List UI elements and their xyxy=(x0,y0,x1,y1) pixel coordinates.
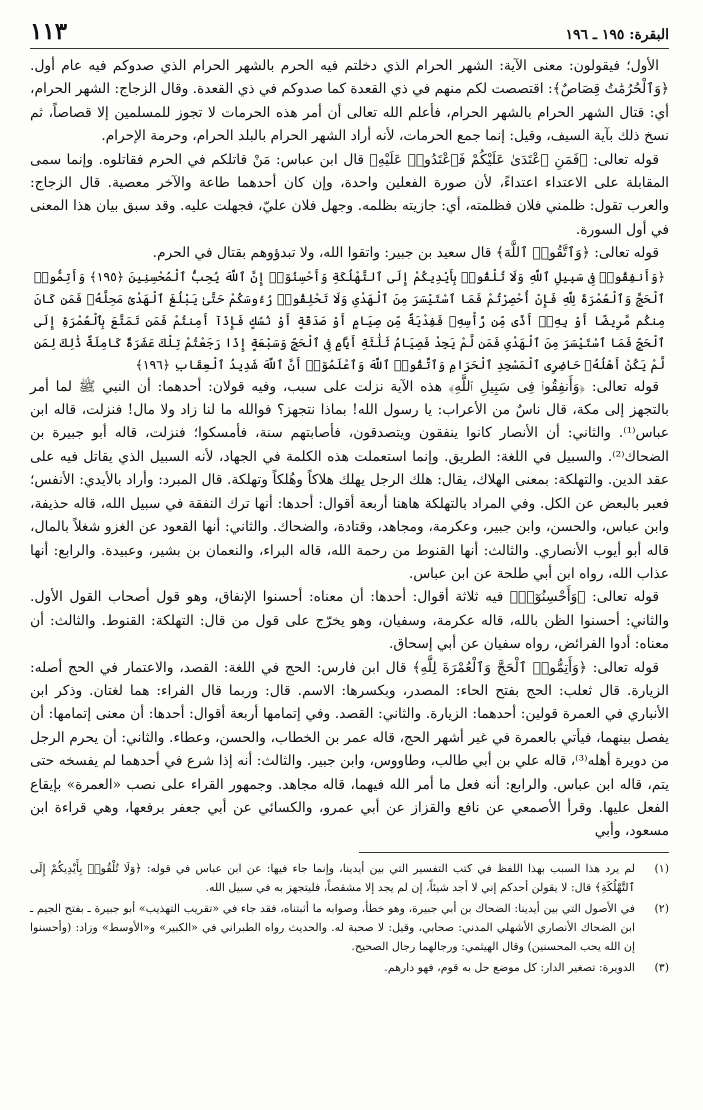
body-paragraph: قوله تعالى: ﴿وَأَنفِقُوا۟ فِى سَبِيلِ ٱللَّهِ﴾ هذه الآية نزلت على سبب، وفيه قولان: أحدهما: أن النبي ﷺ لما أمر بالتجهز إلى مكة، قال ناسٌ من الأعراب: يا رسول الله! بماذا نتجهز؟ فوالله ما لنا زاد ولا مال! فنزلت، قاله ابن عباس⁽¹⁾. والثاني: أن الأنصار كانوا ينفقون ويتصدقون، فأصابتهم سنة، فأمسكوا؛ فنزلت، قاله أبو جبيرة بن الضحاك⁽²⁾. والسبيل في اللغة: الطريق. وإنما استعملت هذه الكلمة في الجهاد، لأنه السبيل الذي يقاتل فيه على عقد الدين. والتهلكة: بمعنى الهلاك، يقال: هلك الرجل يهلك هلاكاً وهُلكاً وتهلكة. قال المبرد: وأراد بالأيدي: الأنفس؛ فعبر بالبعض عن الكل. وفي المراد بالتهلكة هاهنا أربعة أقوال: أحدها: أنها ترك النفقة في سبيل الله، قاله حذيفة، وابن عباس، والحسن، وابن جبير، وعكرمة، ومجاهد، وقتادة، والضحاك. والثاني: أنها القعود عن الغزو شغلاً بالمال، قاله أبو أيوب الأنصاري. والثالث: أنها القنوط من رحمة الله، قاله البراء، والنعمان بن بشير، وعبيدة. والرابع: أنها عذاب الله، رواه ابن أبي طلحة عن ابن عباس. xyxy=(30,378,669,582)
quran-verse-block: ﴿وَأَنفِقُوا۟ فِى سَبِيلِ ٱللَّهِ وَلَا تُلْقُوا۟ بِأَيْدِيكُمْ إِلَى ٱلتَّهْلُكَةِ وَأَحْسِنُوٓا۟ إِنَّ ٱللَّهَ يُحِبُّ ٱلْمُحْسِنِينَ ﴿١٩٥﴾ وَأَتِمُّوا۟ ٱلْحَجَّ وَٱلْعُمْرَةَ لِلَّهِ فَإِنْ أُحْصِرْتُمْ فَمَا ٱسْتَيْسَرَ مِنَ ٱلْهَدْىِ وَلَا تَحْلِقُوا۟ رُءُوسَكُمْ حَتَّىٰ يَبْلُغَ ٱلْهَدْىُ مَحِلَّهُۥ فَمَن كَانَ مِنكُم مَّرِيضًا أَوْ بِهِۦٓ أَذًى مِّن رَّأْسِهِۦ فَفِدْيَةٌ مِّن صِيَامٍ أَوْ صَدَقَةٍ أَوْ نُسُكٍ فَإِذَآ أَمِنتُمْ فَمَن تَمَتَّعَ بِٱلْعُمْرَةِ إِلَى ٱلْحَجِّ فَمَا ٱسْتَيْسَرَ مِنَ ٱلْهَدْىِ فَمَن لَّمْ يَجِدْ فَصِيَامُ ثَلَٰثَةِ أَيَّامٍ فِى ٱلْحَجِّ وَسَبْعَةٍ إِذَا رَجَعْتُمْ تِلْكَ عَشَرَةٌ كَامِلَةٌ ذَٰلِكَ لِمَن لَّمْ يَكُنْ أَهْلُهُۥ حَاضِرِى ٱلْمَسْجِدِ ٱلْحَرَامِ وَٱتَّقُوا۟ ٱللَّهَ وَٱعْلَمُوٓا۟ أَنَّ ٱللَّهَ شَدِيدُ ٱلْعِقَابِ ﴿١٩٦﴾ xyxy=(34,268,666,372)
page-number: ١١٣ xyxy=(30,18,68,45)
footnote xyxy=(30,958,669,977)
footnote-divider xyxy=(359,852,669,853)
footnote-text: الدويرة: تصغير الدار: كل موضع حل به قوم، فهو دارهم. xyxy=(384,960,635,974)
page-header xyxy=(30,0,669,49)
footnote-text: في الأصول التي بين أيدينا: الضحاك بن أبي جبيرة، وهو خطأ، وصوابه ما أثبتناه، فقد جاء في «تقريب التهذيب» أبو جبيرة ـ بفتح الجيم ـ ابن الضحاك الأنصاري الأشهلي المدني: صحابي، وقيل: لا صحبة له. والحديث رواه الطبراني في «الكبير» و«الأوسط» وزاد: (وأحسنوا إن الله يحب المحسنين) وقال الهيثمي: ورجالهما رجال الصحيح. xyxy=(30,901,635,953)
body-paragraph: قوله تعالى: ﴿وَٱتَّقُوا۟ ٱللَّهَ﴾ قال سعيد بن جبير: واتقوا الله، ولا تبدؤوهم بقتال في الحرم. xyxy=(152,245,659,262)
footnote-text: لم يرد هذا السبب بهذا اللفظ في كتب التفسير التي بين أيدينا، وإنما جاء فيها: عن ابن عباس في قوله: ﴿وَلَا تُلْقُوا۟ بِأَيْدِيكُمْ إِلَى ٱلتَّهْلُكَةِ﴾ قال: لا يقولن أحدكم إني لا أجد شيئاً، إن لم يجد إلا مشقصاً، فليتجهز به في سبيل الله. xyxy=(30,861,635,894)
body-paragraph: الأول؛ فيقولون: معنى الآية: الشهر الحرام الذي دخلتم فيه الحرم بالشهر الحرام الذي صدوكم فيه عام أول. ﴿وَٱلْحُرُمَٰتُ قِصَاصٌ﴾: اقتصصت لكم منهم في ذي القعدة كما صدوكم في ذي القعدة. وقال الزجاج: الشهر الحرام، أي: قتال الشهر الحرام بالشهر الحرام، فأعلم الله تعالى أن أمر هذه الحرمات لا تجوز للمسلمين إلا قصاصاً، ثم نسخ ذلك بآية السيف، وقيل: إنما جمع الحرمات، لأنه أراد الشهر الحرام بالبلد الحرام، وحرمة الإحرام. xyxy=(30,58,669,145)
footnote xyxy=(30,899,669,956)
footnote-number: (٣) xyxy=(654,960,669,974)
footnote-number: (١) xyxy=(654,861,669,875)
footnotes xyxy=(30,859,669,977)
body-paragraph: قوله تعالى: ﴿وَأَحْسِنُوٓا۟﴾ فيه ثلاثة أقوال: أحدها: أن معناه: أحسنوا الإنفاق، وهو قول أصحاب القول الأول. والثاني: أحسنوا الظن بالله، قاله عكرمة، وسفيان، وهو يخرّج على قول من قال: التهلكة: القنوط. والثالث: أن معناه: أدوا الفرائض، رواه سفيان عن أبي إسحاق. xyxy=(30,589,669,653)
page-body xyxy=(30,55,669,844)
body-paragraph: قوله تعالى: ﴿وَأَتِمُّوا۟ ٱلْحَجَّ وَٱلْعُمْرَةَ لِلَّهِ﴾ قال ابن فارس: الحج في اللغة: القصد، والاعتمار في الحج أصله: الزيارة. قال ثعلب: الحج بفتح الحاء: المصدر، وبكسرها: الاسم. قال: وربما قال الفراء: هما لغتان. وذكر ابن الأنباري في العمرة قولين: أحدهما: الزيارة. والثاني: القصد. وفي إتمامها أربعة أقوال: أحدها: أن معنى إتمامها: أن يفصل بينهما، فيأتي بالعمرة في غير أشهر الحج، قاله عمر بن الخطاب، والحسن، وعطاء. والثاني: أن يحرم الرجل من دويرة أهله⁽³⁾، قاله علي بن أبي طالب، وطاووس، وابن جبير. والثالث: أنه إذا شرع في أحدهما لم يفسخه حتى يتم، قاله ابن عباس. والرابع: أنه فعل ما أمر الله فيهما، قاله مجاهد. وجمهور القراء على نصب «العمرة» بإيقاع الفعل عليها. وقرأ الأصمعي عن نافع والقزاز عن أبي عمرو، والكسائي عن أبي جعفر برفعها، وهي قراءة ابن مسعود، وأبي xyxy=(30,659,669,840)
surah-reference: البقرة: ١٩٥ ـ ١٩٦ xyxy=(565,27,669,43)
footnote-number: (٢) xyxy=(654,901,669,915)
body-paragraph: قوله تعالى: ﴿فَمَنِ ٱعْتَدَىٰ عَلَيْكُمْ فَٱعْتَدُوا۟ عَلَيْهِ﴾ قال ابن عباس: مَنْ قاتلكم في الحرم فقاتلوه. وإنما سمى المقابلة على الاعتداء اعتداءً، لأن صورة الفعلين واحدة، وإن كان أحدهما طاعة والآخر معصية. قال الزجاج: والعرب تقول: ظلمني فلان فظلمته، أي: جازيته بظلمه. وجهل فلان عليّ، فجهلت عليه. وقد سبق بيان هذا المعنى في أول السورة. xyxy=(30,151,669,238)
footnote xyxy=(30,859,669,897)
